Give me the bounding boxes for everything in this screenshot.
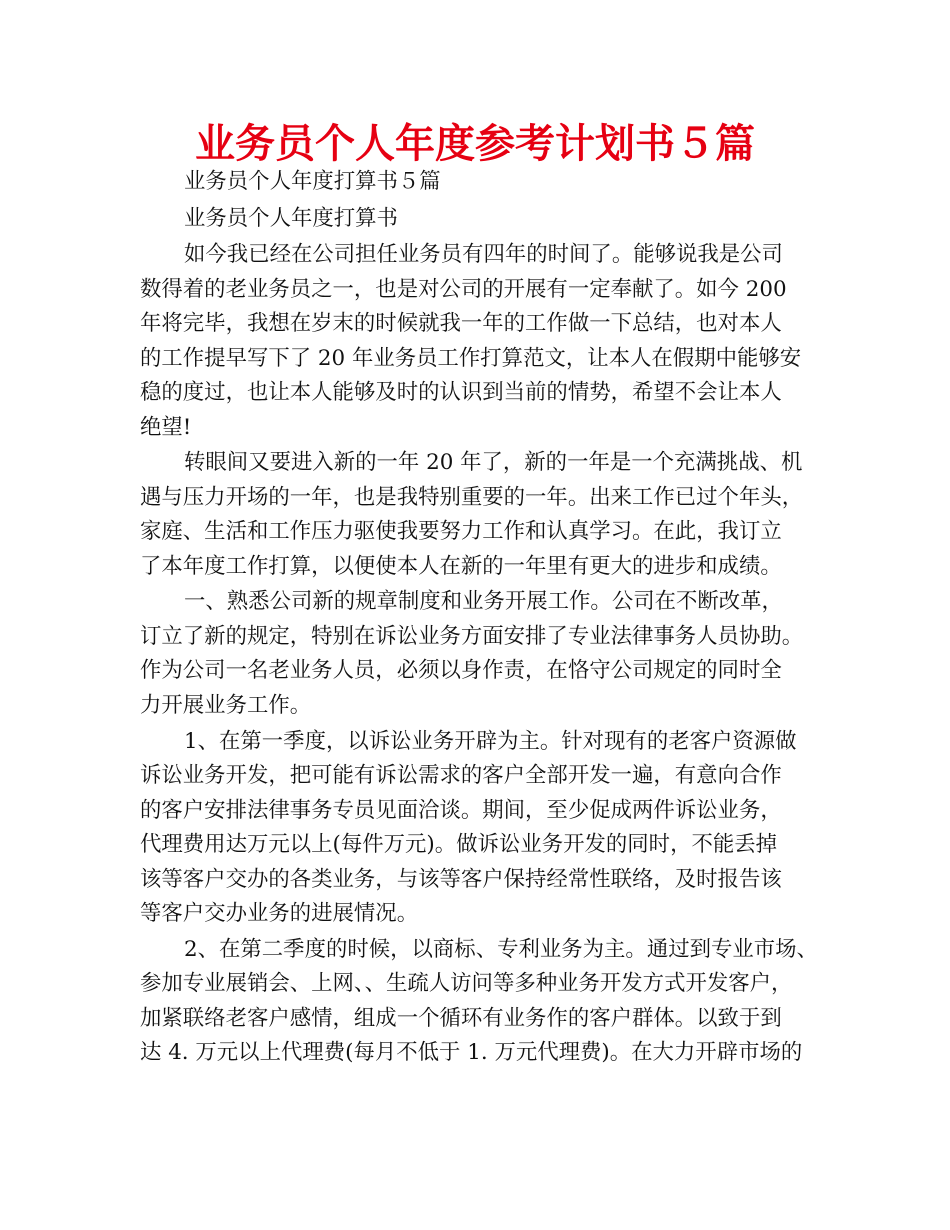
paragraph-line: 该等客户交办的各类业务，与该等客户保持经常性联络，及时报告该 — [140, 866, 782, 892]
paragraph-line: 了本年度工作打算，以便使本人在新的一年里有更大的进步和成绩。 — [140, 553, 782, 579]
paragraph-line: 作为公司一名老业务人员，必须以身作责，在恪守公司规定的同时全 — [140, 658, 782, 684]
paragraph-line: 数得着的老业务员之一，也是对公司的开展有一定奉献了。如今 200 — [140, 276, 787, 302]
paragraph-line: 稳的度过，也让本人能够及时的认识到当前的情势，希望不会让本人 — [140, 380, 782, 405]
paragraph-line: 加紧联络老客户感情，组成一个循环有业务作的客户群体。以致于到 — [140, 1005, 782, 1031]
document-subtitle: 业务员个人年度打算书５篇 — [184, 169, 441, 194]
section-heading: 业务员个人年度打算书 — [184, 205, 398, 231]
paragraph-line: 的客户安排法律事务专员见面洽谈。期间，至少促成两件诉讼业务， — [140, 797, 782, 823]
paragraph-line: 遇与压力开场的一年，也是我特别重要的一年。出来工作已过个年头， — [140, 484, 804, 510]
paragraph-line: 参加专业展销会、上网、、生疏人访问等多种业务开发方式开发客户， — [140, 971, 793, 997]
paragraph-line: 诉讼业务开发，把可能有诉讼需求的客户全部开发一遍，有意向合作 — [140, 763, 782, 789]
paragraph — [140, 585, 812, 723]
paragraph-line: 绝望! — [140, 414, 192, 440]
paragraph-line: 转眼间又要进入新的一年 20 年了，新的一年是一个充满挑战、机 — [184, 450, 803, 476]
paragraph — [140, 238, 812, 445]
paragraph — [140, 446, 812, 584]
paragraph-line: 如今我已经在公司担任业务员有四年的时间了。能够说我是公司 — [184, 242, 783, 267]
paragraph-line: 达 4. 万元以上代理费(每月不低于 1. 万元代理费)。在大力开辟市场的 — [140, 1040, 803, 1066]
document-body — [140, 165, 818, 1072]
paragraph-line: 代理费用达万元以上(每件万元)。做诉讼业务开发的同时，不能丢掉 — [140, 832, 778, 858]
paragraph-line: 订立了新的规定，特别在诉讼业务方面安排了专业法律事务人员协助。 — [140, 623, 804, 649]
paragraph-line: 等客户交办业务的进展情况。 — [140, 901, 419, 927]
paragraph — [140, 725, 812, 932]
paragraph-line: 家庭、生活和工作压力驱使我要努力工作和认真学习。在此，我订立 — [140, 519, 782, 545]
paragraph-line: 一、熟悉公司新的规章制度和业务开展工作。公司在不断改革， — [184, 589, 783, 615]
paragraph-line: 力开展业务工作。 — [140, 692, 312, 718]
paragraph-line: 年将完毕，我想在岁末的时候就我一年的工作做一下总结，也对本人 — [140, 311, 782, 336]
document-title: 业务员个人年度参考计划书５篇 — [195, 121, 755, 167]
paragraph — [140, 933, 818, 1071]
paragraph-line: 1、在第一季度，以诉讼业务开辟为主。针对现有的老客户资源做 — [184, 728, 797, 754]
paragraph-line: 2、在第二季度的时候，以商标、专利业务为主。通过到专业市场、 — [184, 936, 818, 962]
paragraph-line: 的工作提早写下了 20 年业务员工作打算范文，让本人在假期中能够安 — [140, 345, 802, 371]
